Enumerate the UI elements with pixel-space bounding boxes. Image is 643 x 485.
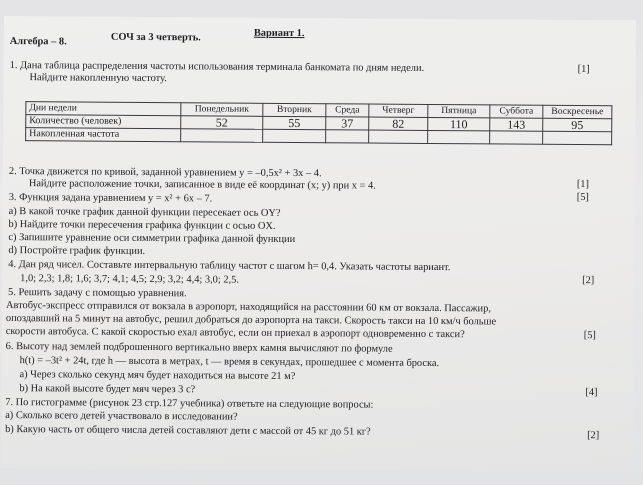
q1-task: Найдите накопленную частоту. bbox=[29, 72, 167, 85]
empty-cell bbox=[428, 130, 490, 143]
q5-points: [5] bbox=[583, 330, 596, 342]
row-label: Накопленная частота bbox=[26, 128, 181, 142]
count-cell: 143 bbox=[490, 118, 543, 131]
q7-points: [2] bbox=[587, 430, 600, 442]
count-cell: 52 bbox=[181, 116, 263, 130]
header-cell: Четверг bbox=[369, 104, 428, 117]
q4-points: [2] bbox=[582, 275, 595, 287]
empty-cell bbox=[263, 129, 326, 142]
frequency-table bbox=[25, 101, 612, 145]
header-cell: Среда bbox=[326, 104, 369, 117]
variant-title: Вариант 1. bbox=[253, 27, 305, 40]
subject-title: Алгебра – 8. bbox=[9, 36, 67, 48]
count-cell: 55 bbox=[263, 116, 326, 129]
q1-points: [1] bbox=[577, 64, 590, 76]
q1-text: 1. Дана таблица распределения частоты использования терминала банкомата по дням недели. bbox=[9, 60, 425, 74]
empty-cell bbox=[181, 129, 263, 143]
q5-text: 5. Решить задачу с помощью уравнения. bbox=[8, 287, 187, 300]
q3-part-a: a) В какой точке график данной функции пересекает ось OY? bbox=[8, 206, 281, 219]
header-cell: Пятница bbox=[428, 104, 490, 117]
q6-formula: h(t) = –3t² + 24t, где h — высота в метрах, t — время в секундах, прошедшее с момента броска. bbox=[19, 355, 440, 370]
header-cell: Воскресенье bbox=[543, 105, 612, 118]
row-label: Количество (человек) bbox=[26, 115, 181, 129]
q2-points: [1] bbox=[576, 179, 590, 191]
q6-points: [4] bbox=[585, 387, 598, 399]
header-cell: Понедельник bbox=[181, 103, 263, 117]
count-cell: 82 bbox=[369, 117, 428, 130]
header-cell: Дни недели bbox=[26, 102, 181, 116]
q6-text: 6. Высоту над землей подброшенного вертикально вверх камня вычисляют по формуле bbox=[5, 341, 393, 355]
empty-cell bbox=[369, 130, 428, 143]
empty-cell bbox=[543, 131, 612, 144]
q3-part-b: b) Найдите точки пересечения графика функции с осью OX. bbox=[8, 219, 276, 232]
count-cell: 110 bbox=[428, 117, 490, 130]
empty-cell bbox=[490, 131, 543, 144]
q7-part-b: b) Какую часть от общего числа детей составляют дети с массой от 45 кг до 51 кг? bbox=[5, 424, 371, 438]
q5-line3: скорости автобуса. С какой скоростью ехал автобус, если он приехал в аэропорт одновременно с такси? bbox=[5, 326, 465, 341]
q2-task: Найдите расположение точки, записанное в виде её координат (x; y) при x = 4. bbox=[28, 178, 376, 192]
q6-part-a: a) Через сколько секунд мяч будет находиться на высоте 21 м? bbox=[19, 369, 296, 383]
header-cell: Суббота bbox=[490, 105, 543, 118]
empty-cell bbox=[326, 130, 369, 143]
q7-text: 7. По гистограмме (рисунок 23 стр.127 учебника) ответьте на следующие вопросы: bbox=[5, 397, 374, 411]
q6-part-b: b) На какой высоте будет мяч через 3 с? bbox=[19, 383, 196, 396]
count-cell: 95 bbox=[543, 118, 612, 131]
q4-text: 4. Дан ряд чисел. Составьте интервальную таблицу частот с шагом h= 0,4. Указать частоты вариант. bbox=[8, 259, 451, 274]
exam-sheet bbox=[1, 16, 636, 472]
count-cell: 37 bbox=[326, 117, 369, 130]
exam-title: СОЧ за 3 четверть. bbox=[110, 31, 201, 44]
q5-line2: опоздавший на 5 минут на автобус, решил добраться до аэропорта на такси. Скорость такси на 10 км/ч больше bbox=[5, 313, 497, 328]
header-cell: Вторник bbox=[263, 103, 326, 116]
q7-part-a: a) Сколько всего детей участвовало в исследовании? bbox=[5, 410, 238, 423]
q2-text: 2. Точка движется по кривой, заданной уравнением y = –0,5x² + 3x – 4. bbox=[8, 166, 322, 180]
q3-part-c: c) Запишите уравнение оси симметрии графика данной функции bbox=[8, 232, 296, 246]
q3-part-d: d) Постройте график функции. bbox=[8, 245, 146, 257]
q3-points: [5] bbox=[576, 192, 589, 204]
q3-text: 3. Функция задана уравнением y = x² + 6x – 7. bbox=[8, 192, 213, 205]
q4-data: 1,0; 2,3; 1,8; 1,6; 3,7; 4,1; 4,5; 2,9; 3,2; 4,4; 3,0; 2,5. bbox=[20, 273, 239, 286]
q5-line1: Автобус-экспресс отправился от вокзала в аэропорт, находящийся на расстоянии 60 км от вокзала. Пассажир, bbox=[5, 300, 491, 315]
